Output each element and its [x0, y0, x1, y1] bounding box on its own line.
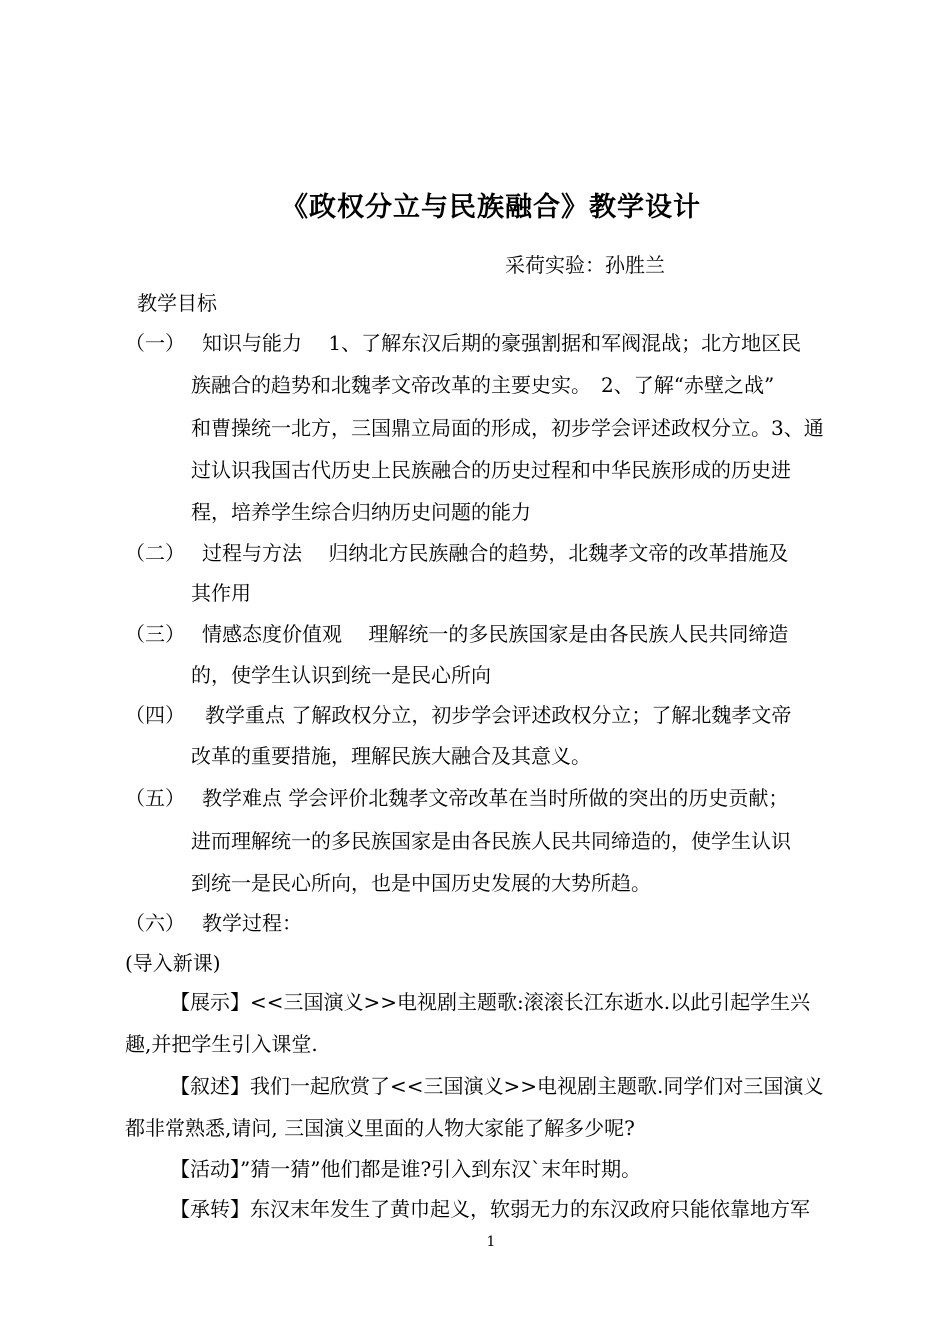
- goals-heading: 教学目标: [137, 291, 217, 315]
- section-line: 教学过程：: [202, 911, 302, 935]
- paragraph-line: 【活动】”猜一猜”他们都是谁?引入到东汉`末年时期。: [170, 1157, 642, 1181]
- section-number: （二）: [125, 541, 185, 565]
- paragraph-line: 【展示】<<三国演义>>电视剧主题歌:滚滚长江东逝水.以此引起学生兴: [170, 990, 811, 1014]
- section-line: 教学难点 学会评价北魏孝文帝改革在当时所做的突出的历史贡献；: [202, 786, 789, 810]
- section-number: （一）: [125, 331, 185, 355]
- section-number: （六）: [125, 911, 185, 935]
- paragraph-line: 都非常熟悉,请问, 三国演义里面的人物大家能了解多少呢?: [125, 1116, 635, 1140]
- paragraph-line: 趣,并把学生引入课堂.: [125, 1032, 318, 1056]
- section-line: 进而理解统一的多民族国家是由各民族人民共同缔造的，使学生认识: [191, 829, 791, 853]
- section-line: 到统一是民心所向，也是中国历史发展的大势所趋。: [191, 871, 651, 895]
- section-line: 和曹操统一北方，三国鼎立局面的形成，初步学会评述政权分立。3、通: [191, 416, 824, 440]
- section-number: （五）: [125, 786, 185, 810]
- paragraph-line: 【叙述】我们一起欣赏了<<三国演义>>电视剧主题歌.同学们对三国演义: [170, 1074, 824, 1098]
- section-line: 情感态度价值观 理解统一的多民族国家是由各民族人民共同缔造: [202, 622, 789, 646]
- document-title: 《政权分立与民族融合》教学设计: [281, 192, 701, 223]
- section-line: 改革的重要措施，理解民族大融合及其意义。: [191, 744, 591, 768]
- section-line: 过程与方法 归纳北方民族融合的趋势，北魏孝文帝的改革措施及: [202, 541, 789, 565]
- section-line: 族融合的趋势和北魏孝文帝改革的主要史实。 2、了解“赤壁之战”: [191, 373, 775, 397]
- section-line: 其作用: [191, 581, 251, 605]
- section-line: 知识与能力 1、了解东汉后期的豪强割据和军阀混战；北方地区民: [202, 331, 802, 355]
- paragraph-line: 【承转】东汉末年发生了黄巾起义，软弱无力的东汉政府只能依靠地方军: [170, 1197, 810, 1221]
- author-line: 采荷实验：孙胜兰: [505, 253, 665, 277]
- section-line: 的，使学生认识到统一是民心所向: [191, 663, 491, 687]
- page-number: 1: [486, 1234, 496, 1250]
- section-number: （四）: [125, 703, 185, 727]
- section-line: 教学重点 了解政权分立，初步学会评述政权分立；了解北魏孝文帝: [205, 703, 792, 727]
- section-line: 过认识我国古代历史上民族融合的历史过程和中华民族形成的历史进: [191, 458, 791, 482]
- section-number: （三）: [125, 622, 185, 646]
- section-line: 程，培养学生综合归纳历史问题的能力: [191, 500, 531, 524]
- intro-heading: (导入新课): [125, 951, 221, 975]
